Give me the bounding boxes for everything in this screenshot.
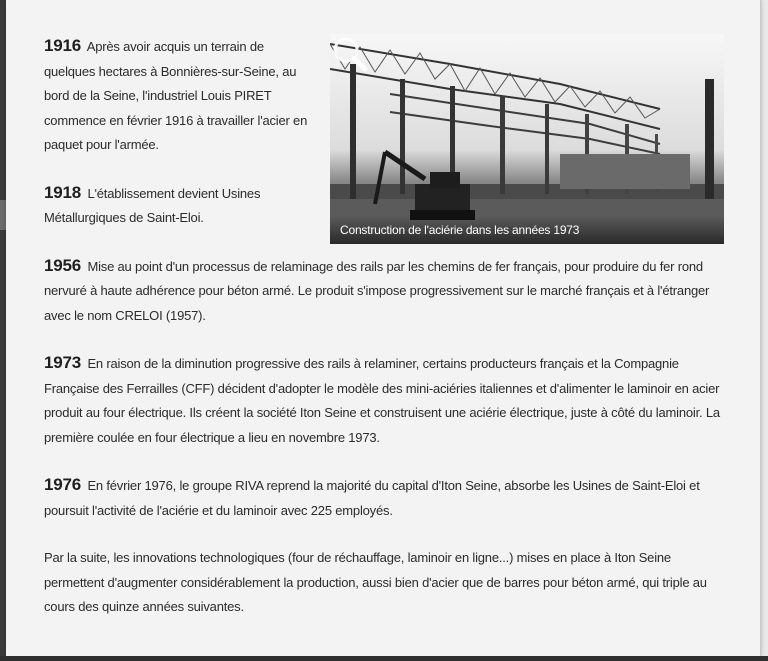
entry-year: 1976 (44, 475, 82, 494)
entry-year: 1916 (44, 36, 82, 55)
history-content (44, 34, 724, 643)
photo-caption: Construction de l'aciérie dans les années 1973 (330, 216, 724, 244)
entry-year: 1918 (44, 182, 82, 202)
closing-paragraph: Par la suite, les innovations technologiques (four de réchauffage, laminoir en ligne...) mises en place à Iton Seine permettent d'augmenter considérablement la production, aussi bien d'acier que de barres pour béton armé, qui triple au cours des quinze années suivantes. (44, 550, 707, 614)
history-entry-1976 (44, 473, 724, 523)
steel-frame-illustration (330, 34, 724, 244)
entry-text: Après avoir acquis un terrain de quelques hectares à Bonnières-sur-Seine, au bord de la Seine, l'industriel Louis PIRET commence en février 1916 à travailler l'acier en paquet pour l'armée. (44, 39, 308, 152)
bottom-edge (0, 656, 768, 661)
entry-text: En février 1976, le groupe RIVA reprend la majorité du capital d'Iton Seine, absorbe les Usines de Saint-Eloi et poursuit l'activité de l'aciérie et du laminoir avec 225 employés. (44, 478, 700, 518)
entry-text: Mise au point d'un processus de relaminage des rails par les chemins de fer français, pour produire du fer rond nervuré à haute adhérence pour béton armé. Le produit s'impose progressivement sur le marché français et à l'étranger avec le nom CRELOI (1957). (44, 258, 710, 323)
entry-year: 1956 (44, 255, 82, 275)
entry-text: En raison de la diminution progressive des rails à relaminer, certains producteurs français et la Compagnie Française des Ferrailles (CFF) décident d'adopter le modèle des mini-aciéries italiennes et d'alimenter le laminoir en acier produit au four électrique. Ils créent la société Iton Seine et construisent une aciérie électrique, juste à côté du laminoir. La première coulée en four électrique a lieu en novembre 1973. (44, 356, 720, 445)
construction-photo[interactable] (330, 34, 724, 244)
entry-text: L'établissement devient Usines Métallurgiques de Saint-Eloi. (44, 185, 261, 225)
history-entry-1956 (44, 254, 724, 329)
zoom-magnifier-icon[interactable] (330, 34, 370, 74)
history-panel (6, 0, 761, 656)
entry-year: 1973 (44, 353, 82, 372)
history-entry-1973 (44, 351, 724, 450)
